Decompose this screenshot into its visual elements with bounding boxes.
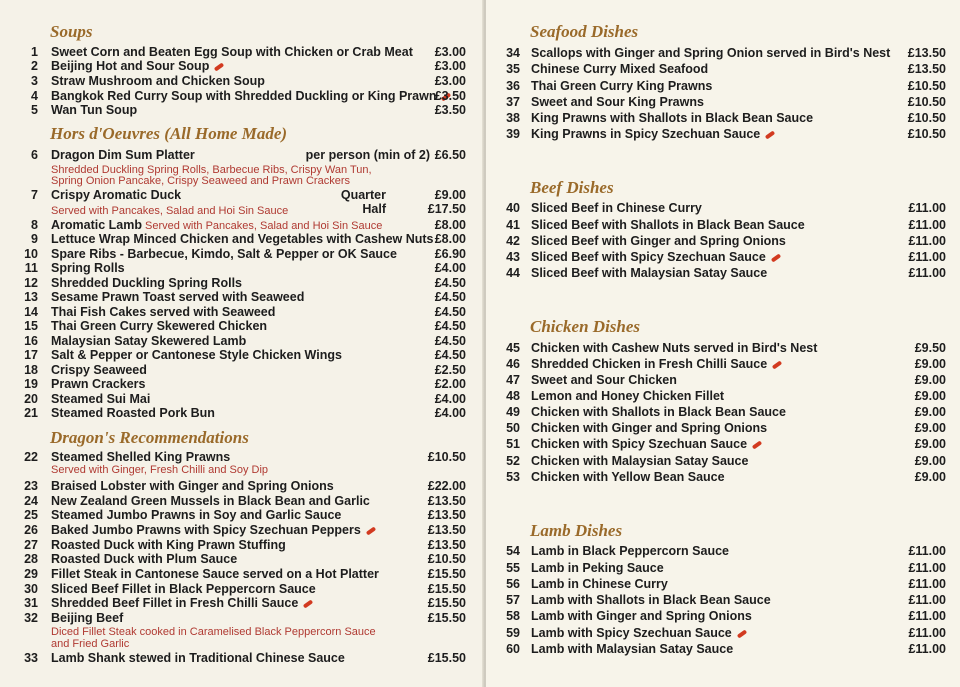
chili-icon <box>765 130 775 139</box>
item-number: 19 <box>24 377 38 391</box>
item-price: £2.50 <box>434 363 466 377</box>
item-number: 23 <box>24 479 38 493</box>
item-name <box>531 470 725 484</box>
item-number: 60 <box>506 642 520 656</box>
item-name-text: Lamb in Peking Sauce <box>531 561 664 575</box>
item-number: 18 <box>24 363 38 377</box>
item-note: Diced Fillet Steak cooked in Caramelised Black Peppercorn Sauce <box>51 626 376 638</box>
item-price: £4.00 <box>434 261 466 275</box>
item-name-text: Crispy Seaweed <box>51 363 147 377</box>
item-name-text: Chicken with Spicy Szechuan Sauce <box>531 437 748 451</box>
item-name <box>51 247 397 261</box>
item-name-text: Sweet and Sour King Prawns <box>531 95 704 109</box>
item-number: 48 <box>506 389 520 403</box>
item-number: 16 <box>24 334 38 348</box>
item-number: 44 <box>506 266 520 280</box>
item-price: £11.00 <box>908 250 946 264</box>
item-price: £13.50 <box>427 538 466 552</box>
item-price: £22.00 <box>427 479 466 493</box>
item-price: £9.00 <box>914 470 946 484</box>
item-name-text: Prawn Crackers <box>51 377 146 391</box>
item-name-text: Lettuce Wrap Minced Chicken and Vegetables with Cashew Nuts <box>51 232 434 246</box>
item-name <box>531 454 748 468</box>
item-price: £2.00 <box>434 377 466 391</box>
item-number: 38 <box>506 111 520 125</box>
item-number: 25 <box>24 508 38 522</box>
item-name <box>531 218 805 232</box>
item-number: 42 <box>506 234 520 248</box>
item-name <box>51 494 370 508</box>
item-name <box>51 319 267 333</box>
item-price: £4.50 <box>434 290 466 304</box>
item-name-text: Thai Green Curry Skewered Chicken <box>51 319 268 333</box>
item-name <box>51 290 304 304</box>
item-name-text: Chicken with Malaysian Satay Sauce <box>531 454 749 468</box>
chili-icon <box>214 62 224 71</box>
item-price: £9.00 <box>914 437 946 451</box>
item-name <box>531 201 702 215</box>
item-price: £3.50 <box>434 103 466 117</box>
item-name <box>531 577 668 591</box>
item-price: £3.00 <box>434 59 466 73</box>
item-price: £10.50 <box>427 450 466 464</box>
item-name-text: Scallops with Ginger and Spring Onion served in Bird's Nest <box>531 46 891 60</box>
item-number: 2 <box>31 59 38 73</box>
item-number: 10 <box>24 247 38 261</box>
item-price: £11.00 <box>908 201 946 215</box>
item-number: 40 <box>506 201 520 215</box>
item-price: £9.00 <box>434 188 466 202</box>
item-price: £4.50 <box>434 334 466 348</box>
item-name-text: Fillet Steak in Cantonese Sauce served on a Hot Platter <box>51 567 379 581</box>
item-price: £11.00 <box>908 642 946 656</box>
item-name-text: Spring Rolls <box>51 261 125 275</box>
item-name <box>531 389 724 403</box>
item-note: Spring Onion Pancake, Crispy Seaweed and Prawn Crackers <box>51 175 350 187</box>
item-price: £13.50 <box>427 494 466 508</box>
item-price: £9.50 <box>914 341 946 355</box>
item-name-text: Sliced Beef with Malaysian Satay Sauce <box>531 266 768 280</box>
chili-icon <box>752 440 762 449</box>
item-name <box>51 348 342 362</box>
menu-page-right <box>486 0 960 687</box>
item-number: 57 <box>506 593 520 607</box>
item-name-text: Lamb with Spicy Szechuan Sauce <box>531 626 732 640</box>
item-name-text: Beijing Beef <box>51 611 124 625</box>
item-name <box>51 261 125 275</box>
item-price: £15.50 <box>427 596 466 610</box>
section-title-seafood: Seafood Dishes <box>530 22 639 41</box>
item-price: £8.00 <box>434 218 466 232</box>
item-name <box>51 74 265 88</box>
item-name-text: Chicken with Ginger and Spring Onions <box>531 421 768 435</box>
item-name-text: Malaysian Satay Skewered Lamb <box>51 334 247 348</box>
section-title-chicken: Chicken Dishes <box>530 317 641 336</box>
item-price: £9.00 <box>914 454 946 468</box>
item-name-text: Chicken with Shallots in Black Bean Sauce <box>531 405 786 419</box>
item-name-text: Salt & Pepper or Cantonese Style Chicken Wings <box>51 348 342 362</box>
item-number: 14 <box>24 305 38 319</box>
item-price: £13.50 <box>427 508 466 522</box>
item-name <box>51 596 313 610</box>
item-number: 20 <box>24 392 38 406</box>
item-price: £11.00 <box>908 544 946 558</box>
item-name-text: Steamed Sui Mai <box>51 392 151 406</box>
item-number: 54 <box>506 544 520 558</box>
item-name <box>51 363 147 377</box>
portion-label: Half <box>362 202 386 216</box>
item-name <box>51 392 150 406</box>
item-name-text: Thai Green Curry King Prawns <box>531 79 713 93</box>
item-price: £4.00 <box>434 406 466 420</box>
item-name <box>51 552 237 566</box>
section-title-dragons-recommendations: Dragon's Recommendations <box>50 428 249 447</box>
item-number: 26 <box>24 523 38 537</box>
item-price: £4.50 <box>434 348 466 362</box>
item-number: 47 <box>506 373 520 387</box>
item-name-text: Chinese Curry Mixed Seafood <box>531 62 709 76</box>
item-number: 9 <box>31 232 38 246</box>
item-name-text: New Zealand Green Mussels in Black Bean and Garlic <box>51 494 370 508</box>
item-price: £8.00 <box>434 232 466 246</box>
item-name-text: Lamb with Shallots in Black Bean Sauce <box>531 593 771 607</box>
item-number: 33 <box>24 651 38 665</box>
item-name <box>51 377 146 391</box>
item-number: 30 <box>24 582 38 596</box>
item-name-text: Sliced Beef Fillet in Black Peppercorn Sauce <box>51 582 316 596</box>
item-name-text: Steamed Jumbo Prawns in Soy and Garlic Sauce <box>51 508 342 522</box>
item-name <box>51 232 434 246</box>
portion-label: per person (min of 2) <box>305 148 430 162</box>
item-name-text: Lamb with Ginger and Spring Onions <box>531 609 752 623</box>
item-price: £4.50 <box>434 305 466 319</box>
item-name-text: Sliced Beef in Chinese Curry <box>531 201 702 215</box>
section-title-lamb: Lamb Dishes <box>530 521 623 540</box>
item-name <box>51 406 215 420</box>
item-name-text: Shredded Duckling Spring Rolls <box>51 276 242 290</box>
item-number: 5 <box>31 103 38 117</box>
item-price: £6.90 <box>434 247 466 261</box>
item-inline-note: Served with Pancakes, Salad and Hoi Sin Sauce <box>142 220 383 232</box>
item-price: £11.00 <box>908 593 946 607</box>
item-name-text: Spare Ribs - Barbecue, Kimdo, Salt & Pepper or OK Sauce <box>51 247 397 261</box>
item-number: 50 <box>506 421 520 435</box>
item-price: £10.50 <box>907 127 946 141</box>
item-price: £3.50 <box>434 89 466 103</box>
item-name-text: Sliced Beef with Shallots in Black Bean Sauce <box>531 218 805 232</box>
item-price: £17.50 <box>427 202 466 216</box>
item-name <box>51 582 316 596</box>
item-number: 31 <box>24 596 38 610</box>
item-number: 39 <box>506 127 520 141</box>
item-name <box>51 103 137 117</box>
item-name <box>51 218 382 233</box>
item-number: 24 <box>24 494 38 508</box>
item-number: 3 <box>31 74 38 88</box>
item-price: £4.00 <box>434 392 466 406</box>
item-number: 21 <box>24 406 38 420</box>
item-price: £11.00 <box>908 626 946 640</box>
item-name-text: Wan Tun Soup <box>51 103 138 117</box>
item-name-text: Shredded Beef Fillet in Fresh Chilli Sauce <box>51 596 299 610</box>
item-name <box>531 593 771 607</box>
item-number: 17 <box>24 348 38 362</box>
item-name-text: Straw Mushroom and Chicken Soup <box>51 74 265 88</box>
item-name-text: Steamed Shelled King Prawns <box>51 450 231 464</box>
item-number: 12 <box>24 276 38 290</box>
item-name <box>51 508 341 522</box>
item-name <box>51 479 334 493</box>
item-name-text: Roasted Duck with King Prawn Stuffing <box>51 538 286 552</box>
item-name-text: Sliced Beef with Ginger and Spring Onions <box>531 234 786 248</box>
item-price: £10.50 <box>907 95 946 109</box>
item-name <box>531 62 708 76</box>
item-name <box>51 651 345 665</box>
item-price: £11.00 <box>908 266 946 280</box>
item-note: Served with Pancakes, Salad and Hoi Sin Sauce <box>51 205 289 217</box>
item-price: £3.00 <box>434 45 466 59</box>
item-name <box>51 567 379 581</box>
item-name-text: King Prawns with Shallots in Black Bean Sauce <box>531 111 814 125</box>
item-name-text: Lamb in Chinese Curry <box>531 577 668 591</box>
item-name-text: Lamb with Malaysian Satay Sauce <box>531 642 734 656</box>
item-number: 36 <box>506 79 520 93</box>
item-price: £11.00 <box>908 218 946 232</box>
item-price: £9.00 <box>914 389 946 403</box>
item-number: 29 <box>24 567 38 581</box>
item-note: Shredded Duckling Spring Rolls, Barbecue Ribs, Crispy Wan Tun, <box>51 164 372 176</box>
item-name <box>51 538 286 552</box>
item-price: £13.50 <box>907 62 946 76</box>
item-price: £11.00 <box>908 234 946 248</box>
item-name <box>531 127 775 141</box>
item-price: £13.50 <box>427 523 466 537</box>
item-number: 27 <box>24 538 38 552</box>
item-number: 15 <box>24 319 38 333</box>
item-name <box>51 450 230 464</box>
chili-icon <box>737 629 747 638</box>
item-number: 56 <box>506 577 520 591</box>
item-number: 59 <box>506 626 520 640</box>
item-number: 13 <box>24 290 38 304</box>
item-name-text: Lamb Shank stewed in Traditional Chinese Sauce <box>51 651 345 665</box>
item-price: £4.50 <box>434 276 466 290</box>
item-name <box>51 148 195 162</box>
item-number: 58 <box>506 609 520 623</box>
item-number: 6 <box>31 148 38 162</box>
item-number: 32 <box>24 611 38 625</box>
item-name <box>531 642 733 656</box>
section-title-hors-doeuvres: Hors d'Oeuvres (All Home Made) <box>50 124 288 143</box>
item-name <box>51 188 181 202</box>
item-price: £10.50 <box>907 111 946 125</box>
item-name-text: Baked Jumbo Prawns with Spicy Szechuan Peppers <box>51 523 361 537</box>
item-name <box>531 79 712 93</box>
item-price: £10.50 <box>907 79 946 93</box>
item-number: 52 <box>506 454 520 468</box>
item-name-text: Aromatic Lamb <box>51 218 142 232</box>
item-name-text: Chicken with Cashew Nuts served in Bird's Nest <box>531 341 818 355</box>
item-name <box>51 59 224 73</box>
item-name-text: Bangkok Red Curry Soup with Shredded Duckling or King Prawn <box>51 89 437 103</box>
item-number: 45 <box>506 341 520 355</box>
section-title-soups: Soups <box>50 22 93 41</box>
item-number: 28 <box>24 552 38 566</box>
item-name-text: Roasted Duck with Plum Sauce <box>51 552 238 566</box>
item-name-text: King Prawns in Spicy Szechuan Sauce <box>531 127 761 141</box>
item-price: £3.00 <box>434 74 466 88</box>
portion-label: Quarter <box>340 188 386 202</box>
item-name <box>51 305 275 319</box>
item-name <box>51 276 242 290</box>
item-name <box>51 45 413 59</box>
item-name <box>531 234 786 248</box>
item-price: £15.50 <box>427 582 466 596</box>
item-note: Served with Ginger, Fresh Chilli and Soy Dip <box>51 464 269 476</box>
item-name <box>531 405 786 419</box>
item-name-text: Lamb in Black Peppercorn Sauce <box>531 544 729 558</box>
item-name <box>531 250 781 264</box>
item-name-text: Chicken with Yellow Bean Sauce <box>531 470 725 484</box>
item-name <box>531 111 813 125</box>
item-name <box>51 89 451 103</box>
item-number: 4 <box>31 89 38 103</box>
item-name <box>531 561 664 575</box>
item-price: £6.50 <box>434 148 466 162</box>
chili-icon <box>303 599 313 608</box>
item-number: 51 <box>506 437 520 451</box>
item-name-text: Thai Fish Cakes served with Seaweed <box>51 305 276 319</box>
item-name-text: Sweet and Sour Chicken <box>531 373 677 387</box>
item-number: 41 <box>506 218 520 232</box>
chili-icon <box>771 253 781 262</box>
item-name <box>531 95 704 109</box>
item-name <box>531 544 729 558</box>
item-number: 34 <box>506 46 520 60</box>
item-name-text: Crispy Aromatic Duck <box>51 188 182 202</box>
item-price: £13.50 <box>907 46 946 60</box>
item-price: £9.00 <box>914 373 946 387</box>
item-name-text: Beijing Hot and Sour Soup <box>51 59 210 73</box>
item-name-text: Dragon Dim Sum Platter <box>51 148 195 162</box>
item-number: 7 <box>31 188 38 202</box>
item-price: £9.00 <box>914 405 946 419</box>
item-price: £9.00 <box>914 421 946 435</box>
item-name-text: Sliced Beef with Spicy Szechuan Sauce <box>531 250 766 264</box>
item-name-text: Lemon and Honey Chicken Fillet <box>531 389 725 403</box>
item-number: 55 <box>506 561 520 575</box>
section-title-beef: Beef Dishes <box>530 178 614 197</box>
item-price: £15.50 <box>427 651 466 665</box>
item-name <box>531 46 890 60</box>
item-number: 1 <box>31 45 38 59</box>
item-number: 22 <box>24 450 38 464</box>
item-number: 8 <box>31 218 38 232</box>
item-price: £15.50 <box>427 611 466 625</box>
item-name-text: Steamed Roasted Pork Bun <box>51 406 215 420</box>
item-price: £9.00 <box>914 357 946 371</box>
item-price: £11.00 <box>908 561 946 575</box>
item-number: 49 <box>506 405 520 419</box>
item-price: £10.50 <box>427 552 466 566</box>
item-name-text: Sesame Prawn Toast served with Seaweed <box>51 290 305 304</box>
item-note: and Fried Garlic <box>51 638 130 650</box>
chili-icon <box>772 360 782 369</box>
item-name <box>531 266 767 280</box>
chili-icon <box>366 526 376 535</box>
item-number: 35 <box>506 62 520 76</box>
item-number: 11 <box>24 261 38 275</box>
item-price: £15.50 <box>427 567 466 581</box>
item-price: £4.50 <box>434 319 466 333</box>
item-name <box>531 341 817 355</box>
item-name <box>531 609 752 623</box>
item-name <box>51 334 246 348</box>
item-name-text: Braised Lobster with Ginger and Spring Onions <box>51 479 334 493</box>
item-number: 46 <box>506 357 520 371</box>
item-name-text: Shredded Chicken in Fresh Chilli Sauce <box>531 357 768 371</box>
item-price: £11.00 <box>908 577 946 591</box>
item-name <box>531 437 762 451</box>
item-name-text: Sweet Corn and Beaten Egg Soup with Chicken or Crab Meat <box>51 45 413 59</box>
item-number: 43 <box>506 250 520 264</box>
item-name <box>51 611 123 625</box>
item-number: 37 <box>506 95 520 109</box>
item-name <box>531 373 677 387</box>
item-number: 53 <box>506 470 520 484</box>
item-name <box>531 626 747 640</box>
item-price: £11.00 <box>908 609 946 623</box>
item-name <box>531 421 767 435</box>
item-name <box>531 357 782 371</box>
item-name <box>51 523 376 537</box>
